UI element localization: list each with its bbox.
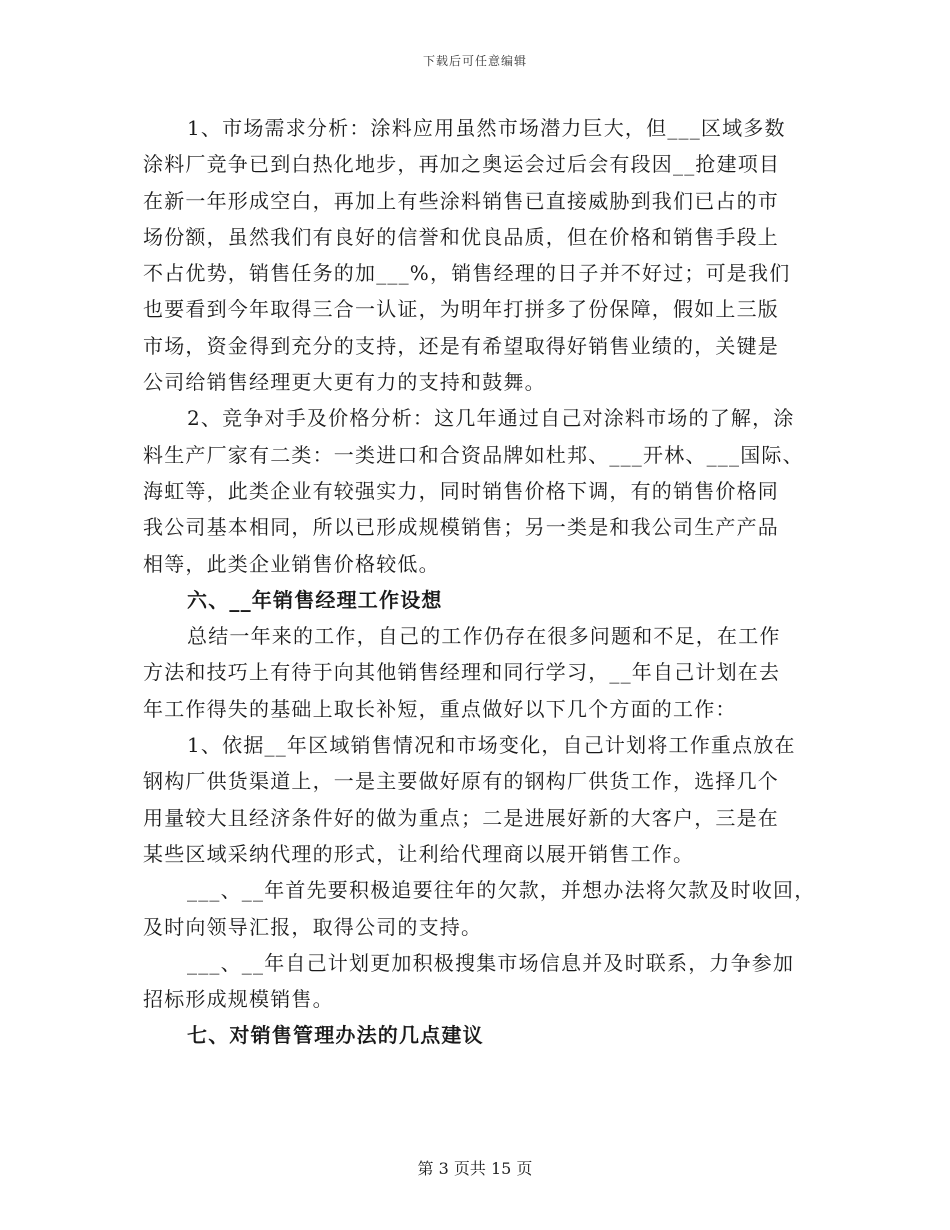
text-line: 方法和技巧上有待于向其他销售经理和同行学习，__年自己计划在去 xyxy=(143,660,781,685)
text-line: 市场，资金得到充分的支持，还是有希望取得好销售业绩的，关键是 xyxy=(143,333,779,358)
page-number: 第 3 页共 15 页 xyxy=(417,1159,533,1178)
header-note: 下载后可任意编辑 xyxy=(422,54,527,68)
section-heading: 六、__年销售经理工作设想 xyxy=(187,587,443,612)
section-heading: 七、对销售管理办法的几点建议 xyxy=(187,1023,484,1048)
text-line: 也要看到今年取得三合一认证，为明年打拼多了份保障，假如上三版 xyxy=(143,297,779,322)
text-line: ___、__年自己计划更加积极搜集市场信息并及时联系，力争参加 xyxy=(187,950,795,975)
text-line: 钢构厂供货渠道上，一是主要做好原有的钢构厂供货工作，选择几个 xyxy=(143,769,779,794)
text-line: 海虹等，此类企业有较强实力，同时销售价格下调，有的销售价格同 xyxy=(143,478,779,503)
text-line: 1、市场需求分析：涂料应用虽然市场潜力巨大，但___区域多数 xyxy=(187,116,786,140)
text-line: 相等，此类企业销售价格较低。 xyxy=(143,551,440,576)
text-line: 招标形成规模销售。 xyxy=(143,987,334,1012)
text-line: 用量较大且经济条件好的做为重点；二是进展好新的大客户，三是在 xyxy=(143,805,779,830)
text-line: 料生产厂家有二类：一类进口和合资品牌如杜邦、___开林、___国际、 xyxy=(143,442,804,467)
text-line: 年工作得失的基础上取长补短，重点做好以下几个方面的工作： xyxy=(143,696,737,721)
text-line: 在新一年形成空白，再加上有些涂料销售已直接威胁到我们已占的市 xyxy=(143,188,779,213)
text-line: 我公司基本相同，所以已形成规模销售；另一类是和我公司生产产品 xyxy=(143,515,779,540)
text-line: 1、依据__年区域销售情况和市场变化，自己计划将工作重点放在 xyxy=(187,733,796,758)
text-line: ___、__年首先要积极追要往年的欠款，并想办法将欠款及时收回， xyxy=(187,878,816,903)
document-body xyxy=(143,110,816,1054)
text-line: 某些区域采纳代理的形式，让利给代理商以展开销售工作。 xyxy=(143,841,695,866)
text-line: 场份额，虽然我们有良好的信誉和优良品质，但在价格和销售手段上 xyxy=(143,224,779,249)
text-line: 总结一年来的工作，自己的工作仍存在很多问题和不足，在工作 xyxy=(187,624,781,649)
text-line: 及时向领导汇报，取得公司的支持。 xyxy=(143,914,483,939)
text-line: 不占优势，销售任务的加___%，销售经理的日子并不好过；可是我们 xyxy=(143,261,791,286)
text-line: 2、竞争对手及价格分析：这几年通过自己对涂料市场的了解，涂 xyxy=(187,406,795,431)
text-line: 公司给销售经理更大更有力的支持和鼓舞。 xyxy=(143,370,546,395)
text-line: 涂料厂竞争已到白热化地步，再加之奥运会过后会有段因__抢建项目 xyxy=(143,152,781,177)
